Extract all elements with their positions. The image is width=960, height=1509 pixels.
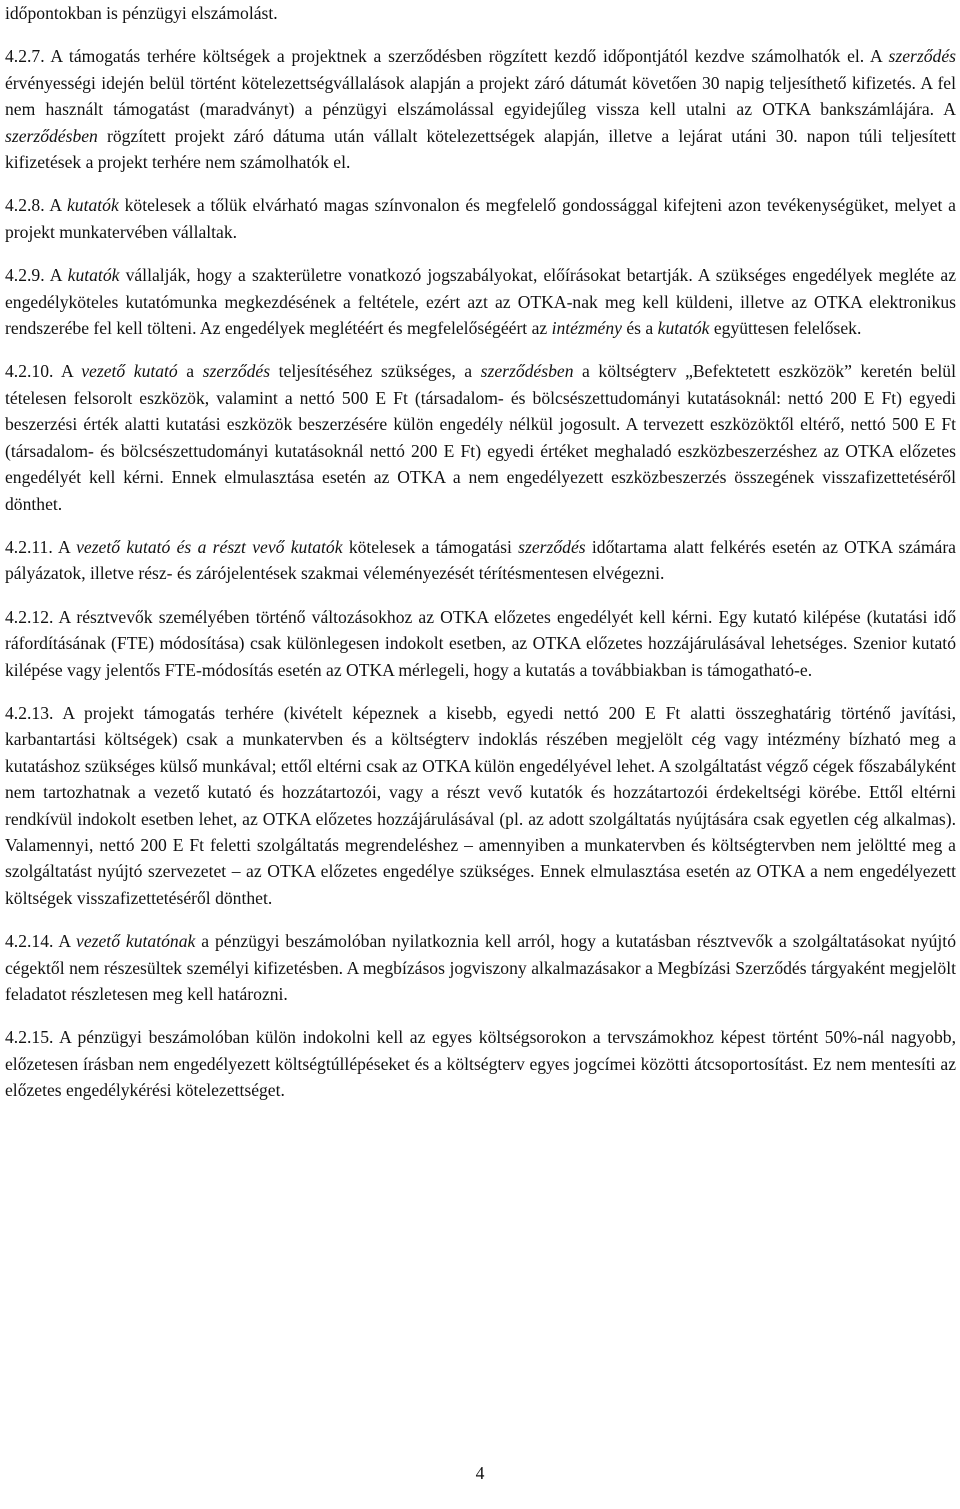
text-run: vállalják, hogy a szakterületre vonatkozó jogszabályokat, előírásokat betartják. A szükséges engedélyek megléte az engedélyköteles kutatómunka megkezdésének a feltétele, ezért azt az OTKA-nak meg kell küldeni, illetve az OTKA elektronikus rendszerébe fel kell tölteni. Az engedélyek meglétéért és megfelelőségéért az [5,265,956,339]
text-run: 4.2.10. A [5,361,82,382]
text-run: teljesítéséhez szükséges, a [270,361,481,382]
page-number: 4 [475,1463,485,1483]
italic-term: szerződés [888,46,956,67]
text-run: időtartama alatt felkérés esetén az OTKA számára pályázatok, illetve rész- és zárójelentések szakmai véleményezését térítésmentesen elvégezni. [5,536,956,584]
paragraph-4-2-11 [5,534,956,587]
paragraph-4-2-12 [5,604,956,683]
text-run: a költségterv „Befektetett eszközök” keretén belül tételesen felsorolt eszközök, valamint a nettó 500 E Ft (társadalom- és bölcsészettudományi kutatásoknál: nettó 200 E Ft) egyedi beszerzési érték alatti kutatási eszközök beszerzésére külön engedély nélkül jogosult. A tervezett eszközöktől eltérő, nettó 500 E Ft (társadalom- és bölcsészettudományi kutatásoknál nettó 200 E Ft) egyedi értéket meghaladó eszközbeszerzéshez az OTKA előzetes engedélyét kell kérni. Ennek elmulasztása esetén az OTKA a nem engedélyezett eszközbeszerzés összegének visszafizettetéséről dönthet. [5,361,956,514]
text-run: 4.2.15. A pénzügyi beszámolóban külön indokolni kell az egyes költségsorokon a tervszámokhoz képest történt 50%-nál nagyobb, előzetesen írásban nem engedélyezett költségtúllépéseket és a költségterv egyes jogcímei közötti átcsoportosítást. Ez nem mentesíti az előzetes engedélykérési kötelezettséget. [5,1027,956,1101]
text-run: a pénzügyi beszámolóban nyilatkoznia kell arról, hogy a kutatásban résztvevők a szolgáltatásokat nyújtó cégektől nem részesültek személyi kifizetésben. A megbízásos jogviszony alkalmazásakor a Megbízási Szerződés tárgyaként megjelölt feladatot részletesen meg kell határozni. [5,931,956,1004]
italic-term: szerződés [202,361,271,382]
paragraph-4-2-14 [5,928,956,1007]
text-run: kötelesek a tőlük elvárható magas színvonalon és megfelelő gondossággal kifejteni azon tevékenységüket, melyet a projekt munkatervében vállaltak. [5,195,956,242]
document-body [5,0,956,1104]
italic-term: vezető kutató [81,361,178,382]
paragraph-4-2-15 [5,1024,956,1103]
text-run: 4.2.13. A projekt támogatás terhére (kivételt képeznek a kisebb, egyedi nettó 200 E Ft alatti összeghatárig történő javítási, karbantartási költségek) csak a munkatervben és a költségterv indoklás részében megjelölt cég vagy intézmény bízható meg a kutatáshoz szükséges külső munkával; ettől eltérni csak az OTKA külön engedélyével lehet. A szolgáltatást végző cégek főszabályként nem tartozhatnak a vezető kutató és hozzátartozói, vagy a részt vevő kutatók és hozzátartozói érdekeltségi körébe. Ettől eltérni rendkívül indokolt esetben lehet, az OTKA előzetes hozzájárulásával (pl. az adott szolgáltatás nyújtására csak egyetlen cég alkalmas). Valamennyi, nettó 200 E Ft feletti szolgáltatás megrendeléshez – amennyiben a munkatervben és költségtervben nem jelöltté meg a szolgáltatást nyújtó szervezetet – az OTKA előzetes engedélye szükséges. Ennek elmulasztása esetén az OTKA a nem engedélyezett költségek visszafizettetéséről dönthet. [5,702,956,908]
text-run: 4.2.9. A [5,265,68,286]
text-run: 4.2.11. A [5,536,77,557]
paragraph-4-2-6-continuation [5,0,956,26]
text-run: kötelesek a támogatási [342,536,519,557]
italic-term: szerződésben [5,125,98,146]
text-run: időpontokban is pénzügyi elszámolást. [5,3,278,23]
italic-term: szerződésben [480,361,574,382]
italic-term: kutatók [657,318,710,339]
italic-term: kutatók [66,195,119,216]
italic-term: vezető kutatónak [76,931,196,952]
text-run: a [177,361,203,382]
text-run: és a [621,318,658,339]
italic-term: vezető kutató és a részt vevő kutatók [76,536,343,557]
paragraph-4-2-8 [5,192,956,245]
text-run: együttesen felelősek. [709,318,862,339]
italic-term: kutatók [67,265,120,286]
italic-term: intézmény [551,318,622,339]
italic-term: szerződés [518,536,586,557]
text-run: 4.2.8. A [5,195,67,216]
text-run: 4.2.7. A támogatás terhére költségek a projektnek a szerződésben rögzített kezdő időpontjától kezdve számolhatók el. A [5,46,889,67]
text-run: érvényességi idején belül történt kötelezettségvállalások alapján a projekt záró dátumát követően 30 napig teljesíthető kifizetés. A fel nem használt támogatást (maradványt) a pénzügyi elszámolással egyidejűleg vissza kell utalni az OTKA bankszámlájára. A [5,72,956,120]
paragraph-4-2-10 [5,358,956,516]
paragraph-4-2-9 [5,262,956,341]
paragraph-4-2-13 [5,700,956,911]
text-run: rögzített projekt záró dátuma után vállalt kötelezettségek alapján, illetve a lejárat utáni 30. napon túli teljesített kifizetések a projekt terhére nem számolhatók el. [5,125,956,173]
text-run: 4.2.12. A résztvevők személyében történő változásokhoz az OTKA előzetes engedélyét kell kérni. Egy kutató kilépése (kutatási idő ráfordításának (FTE) módosítása) csak különlegesen indokolt esetben, az OTKA előzetes hozzájárulásával lehetséges. Szenior kutató kilépése vagy jelentős FTE-módosítás esetén az OTKA mérlegeli, hogy a kutatás a továbbiakban is támogatható-e. [5,606,956,680]
text-run: 4.2.14. A [5,931,77,952]
paragraph-4-2-7 [5,43,956,175]
